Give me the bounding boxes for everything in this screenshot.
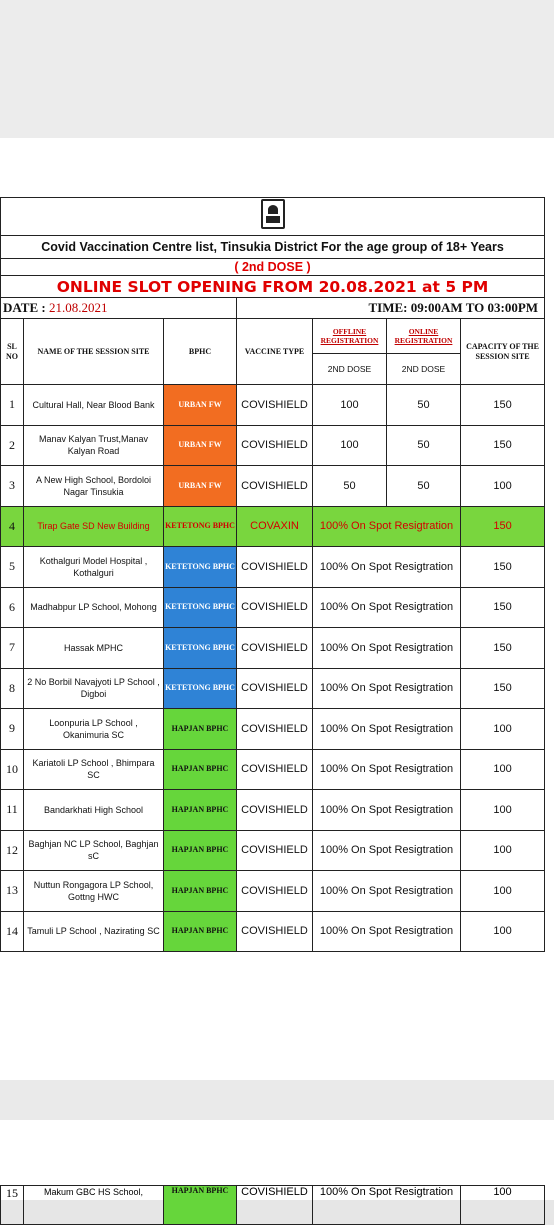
page-gap	[0, 1080, 554, 1120]
row-vaccine-type: COVISHIELD	[237, 587, 313, 628]
row-sl-no: 14	[1, 911, 24, 952]
header-offline-2nd-dose: 2ND DOSE	[313, 354, 387, 385]
table-row	[1, 466, 545, 507]
row-session-site: Kariatoli LP School , Bhimpara SC	[24, 749, 164, 790]
row-capacity: 150	[461, 385, 545, 426]
row-registration: 100% On Spot Resigtration	[313, 587, 461, 628]
row-bphc: HAPJAN BPHC	[164, 709, 237, 750]
row-session-site: Madhabpur LP School, Mohong	[24, 587, 164, 628]
state-emblem-icon	[261, 199, 285, 229]
row-vaccine-type: COVISHIELD	[237, 668, 313, 709]
row-capacity: 150	[461, 547, 545, 588]
row-registration: 100% On Spot Resigtration	[313, 871, 461, 912]
row-sl-no: 5	[1, 547, 24, 588]
row-bphc: URBAN FW	[164, 466, 237, 507]
row-offline-count: 50	[313, 466, 387, 507]
table-row	[1, 830, 545, 871]
table-row	[1, 506, 545, 547]
table-row	[1, 749, 545, 790]
row-bphc: HAPJAN BPHC	[164, 871, 237, 912]
row-vaccine-type: COVISHIELD	[237, 749, 313, 790]
table-row	[1, 790, 545, 831]
row-vaccine-type: COVISHIELD	[237, 628, 313, 669]
vaccination-centre-table-continued	[0, 1185, 545, 1225]
date-cell	[1, 298, 237, 319]
row-session-site: Manav Kalyan Trust,Manav Kalyan Road	[24, 425, 164, 466]
row-session-site: Loonpuria LP School , Okanimuria SC	[24, 709, 164, 750]
row-session-site: Tamuli LP School , Nazirating SC	[24, 911, 164, 952]
row-bphc: KETETONG BPHC	[164, 506, 237, 547]
header-session-site: NAME OF THE SESSION SITE	[24, 319, 164, 385]
row-session-site: A New High School, Bordoloi Nagar Tinsukia	[24, 466, 164, 507]
table-row	[1, 871, 545, 912]
row-sl-no: 1	[1, 385, 24, 426]
row-bphc: KETETONG BPHC	[164, 668, 237, 709]
time-cell: TIME: 09:00AM TO 03:00PM	[237, 298, 545, 319]
row-sl-no: 15	[1, 1186, 24, 1225]
row-online-count: 50	[387, 466, 461, 507]
vaccination-centre-table	[0, 197, 545, 952]
row-vaccine-type: COVAXIN	[237, 506, 313, 547]
table-row	[1, 628, 545, 669]
row-capacity: 100	[461, 911, 545, 952]
row-sl-no: 6	[1, 587, 24, 628]
row-session-site: Bandarkhati High School	[24, 790, 164, 831]
row-sl-no: 10	[1, 749, 24, 790]
row-vaccine-type: COVISHIELD	[237, 547, 313, 588]
row-capacity: 100	[461, 749, 545, 790]
row-session-site: Cultural Hall, Near Blood Bank	[24, 385, 164, 426]
header-offline-registration: OFFLINE REGISTRATION	[313, 319, 387, 354]
row-vaccine-type: COVISHIELD	[237, 425, 313, 466]
row-capacity: 100	[461, 871, 545, 912]
row-bphc: HAPJAN BPHC	[164, 830, 237, 871]
row-session-site: 2 No Borbil Navajyoti LP School , Digboi	[24, 668, 164, 709]
row-sl-no: 2	[1, 425, 24, 466]
header-bphc: BPHC	[164, 319, 237, 385]
row-sl-no: 4	[1, 506, 24, 547]
row-capacity: 100	[461, 709, 545, 750]
document-title: Covid Vaccination Centre list, Tinsukia District For the age group of 18+ Years	[1, 236, 545, 259]
row-vaccine-type: COVISHIELD	[237, 911, 313, 952]
row-registration: 100% On Spot Resigtration	[313, 1186, 461, 1225]
row-sl-no: 8	[1, 668, 24, 709]
row-capacity: 150	[461, 587, 545, 628]
table-row	[1, 385, 545, 426]
row-capacity: 100	[461, 1186, 545, 1225]
row-registration: 100% On Spot Resigtration	[313, 709, 461, 750]
row-sl-no: 13	[1, 871, 24, 912]
date-label: DATE :	[3, 300, 49, 315]
row-vaccine-type: COVISHIELD	[237, 1186, 313, 1225]
row-vaccine-type: COVISHIELD	[237, 871, 313, 912]
row-bphc: URBAN FW	[164, 385, 237, 426]
emblem-cell	[1, 198, 545, 236]
row-online-count: 50	[387, 425, 461, 466]
slot-opening-notice: ONLINE SLOT OPENING FROM 20.08.2021 at 5 PM	[1, 276, 545, 298]
row-capacity: 150	[461, 628, 545, 669]
row-registration: 100% On Spot Resigtration	[313, 506, 461, 547]
row-registration: 100% On Spot Resigtration	[313, 668, 461, 709]
header-online-2nd-dose: 2ND DOSE	[387, 354, 461, 385]
row-registration: 100% On Spot Resigtration	[313, 749, 461, 790]
table-row	[1, 911, 545, 952]
row-registration: 100% On Spot Resigtration	[313, 911, 461, 952]
row-bphc: URBAN FW	[164, 425, 237, 466]
header-online-registration: ONLINE REGISTRATION	[387, 319, 461, 354]
date-value: 21.08.2021	[48, 300, 108, 315]
row-online-count: 50	[387, 385, 461, 426]
row-sl-no: 12	[1, 830, 24, 871]
row-sl-no: 7	[1, 628, 24, 669]
row-capacity: 150	[461, 668, 545, 709]
row-registration: 100% On Spot Resigtration	[313, 790, 461, 831]
row-bphc: KETETONG BPHC	[164, 628, 237, 669]
row-offline-count: 100	[313, 385, 387, 426]
table-row	[1, 425, 545, 466]
row-session-site: Hassak MPHC	[24, 628, 164, 669]
row-vaccine-type: COVISHIELD	[237, 709, 313, 750]
row-capacity: 150	[461, 425, 545, 466]
row-vaccine-type: COVISHIELD	[237, 385, 313, 426]
row-capacity: 100	[461, 830, 545, 871]
row-registration: 100% On Spot Resigtration	[313, 830, 461, 871]
table-row	[1, 587, 545, 628]
row-registration: 100% On Spot Resigtration	[313, 547, 461, 588]
table-row	[1, 1186, 545, 1225]
row-offline-count: 100	[313, 425, 387, 466]
row-capacity: 100	[461, 466, 545, 507]
row-session-site: Baghjan NC LP School, Baghjan sC	[24, 830, 164, 871]
row-session-site: Kothalguri Model Hospital , Kothalguri	[24, 547, 164, 588]
table-row	[1, 709, 545, 750]
header-vaccine-type: VACCINE TYPE	[237, 319, 313, 385]
row-bphc: HAPJAN BPHC	[164, 790, 237, 831]
header-capacity: CAPACITY OF THE SESSION SITE	[461, 319, 545, 385]
row-registration: 100% On Spot Resigtration	[313, 628, 461, 669]
row-session-site: Makum GBC HS School,	[24, 1186, 164, 1225]
row-vaccine-type: COVISHIELD	[237, 790, 313, 831]
row-vaccine-type: COVISHIELD	[237, 466, 313, 507]
dose-label: ( 2nd DOSE )	[1, 259, 545, 276]
row-bphc: HAPJAN BPHC	[164, 749, 237, 790]
row-sl-no: 11	[1, 790, 24, 831]
row-bphc: HAPJAN BPHC	[164, 911, 237, 952]
row-session-site: Nuttun Rongagora LP School, Gottng HWC	[24, 871, 164, 912]
row-capacity: 100	[461, 790, 545, 831]
row-sl-no: 9	[1, 709, 24, 750]
row-bphc: KETETONG BPHC	[164, 547, 237, 588]
row-sl-no: 3	[1, 466, 24, 507]
row-session-site: Tirap Gate SD New Building	[24, 506, 164, 547]
row-bphc: KETETONG BPHC	[164, 587, 237, 628]
top-background	[0, 0, 554, 138]
table-row	[1, 547, 545, 588]
table-row	[1, 668, 545, 709]
row-capacity: 150	[461, 506, 545, 547]
header-sl-no: SL NO	[1, 319, 24, 385]
row-vaccine-type: COVISHIELD	[237, 830, 313, 871]
row-bphc: HAPJAN BPHC	[164, 1186, 237, 1225]
